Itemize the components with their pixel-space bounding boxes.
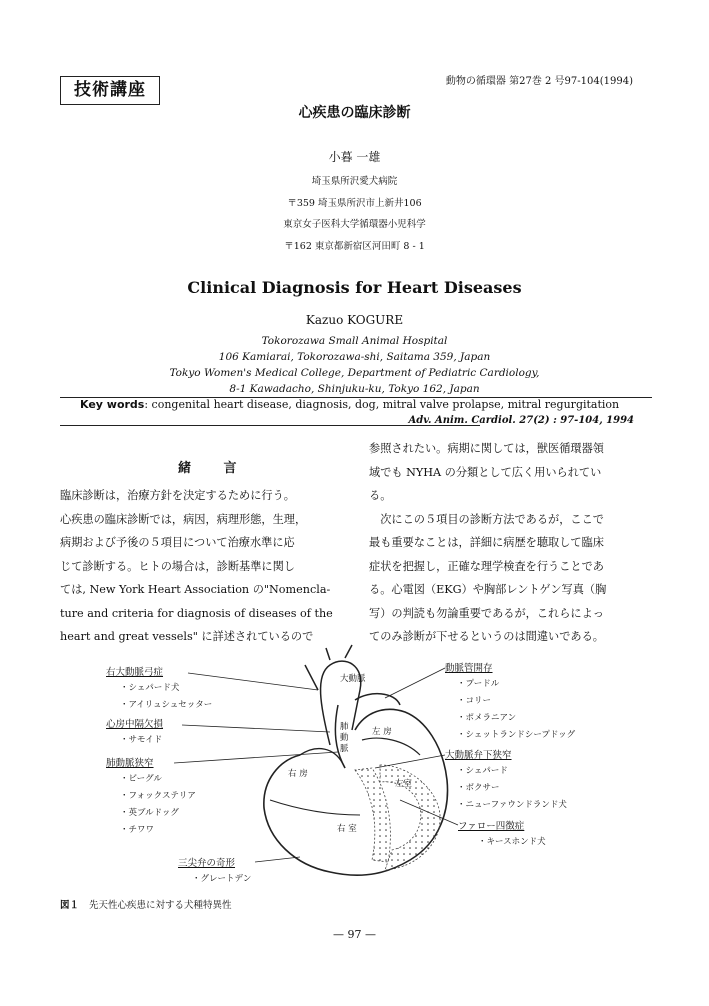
label-pulmonary (340, 722, 349, 755)
affiliation-jp-line: 〒162 東京都新宿区河田町 8 - 1 (284, 241, 425, 252)
figure-number: 図１ (60, 900, 80, 911)
av-line (270, 800, 360, 815)
text-line: る。 (369, 489, 392, 502)
left-atrium (362, 738, 420, 755)
keywords-text: : congenital heart disease, diagnosis, dog, mitral valve prolapse, mitral regurgitation (144, 398, 620, 411)
journal-citation: 動物の循環器 第27巻 2 号97-104(1994) (445, 76, 633, 87)
group-item: ・チワワ (120, 825, 155, 835)
group-item: ・コリー (457, 696, 492, 706)
leader-line (375, 755, 445, 768)
group-item: ・キースホンド犬 (478, 837, 546, 847)
leader-line (255, 857, 300, 862)
group-item: ・グレートデン (192, 874, 252, 884)
text-line: 次にこの５項目の診断方法であるが，ここで (369, 512, 604, 526)
text-line: 写）の判読も勿論重要であるが，これらによっ (369, 606, 604, 620)
leader-line (174, 752, 338, 763)
group-label: 三尖弁の奇形 (178, 858, 236, 869)
label-left-atrium: 左 房 (372, 727, 392, 737)
leader-line (385, 668, 445, 698)
group-item: ・プードル (457, 679, 500, 689)
label-char: 肺 (340, 722, 349, 732)
fig-group-right (445, 747, 567, 810)
author-en: Kazuo KOGURE (305, 313, 404, 327)
affiliation-en-line: 106 Kamiarai, Tokorozawa-shi, Saitama 359, Japan (218, 351, 491, 363)
author-jp: 小暮 一雄 (328, 150, 381, 164)
text-line: 心疾患の臨床診断では，病因，病理形態，生理， (60, 512, 307, 526)
text-line: 臨床診断は，治療方針を決定するために行う。 (60, 489, 295, 502)
text-line: ture and criteria for diagnosis of diseases of the (60, 606, 333, 620)
text-line: てのみ診断が下せるというのは間違いである。 (369, 630, 604, 643)
label-aorta: 大動脈 (340, 674, 366, 684)
group-item: ・英ブルドッグ (120, 808, 179, 818)
affiliation-en-line: Tokorozawa Small Animal Hospital (261, 335, 448, 347)
group-item: ・ニューファウンドランド犬 (457, 800, 567, 810)
label-char: 動 (340, 733, 349, 743)
group-label: 右大動脈弓症 (106, 667, 164, 678)
leader-line (182, 725, 330, 732)
ductus (355, 694, 400, 705)
text-line: 域でも NYHA の分類として広く用いられてい (369, 465, 602, 479)
group-item: ・サモイド (120, 735, 163, 745)
adv-citation: Adv. Anim. Cardiol. 27(2) : 97-104, 1994 (408, 415, 634, 426)
fig-group-left (106, 664, 212, 710)
text-line: 参照されたい。病期に関しては，獣医循環器領 (369, 442, 604, 455)
keywords-label: Key words (80, 398, 145, 411)
label-char: 脈 (340, 744, 349, 754)
fig-group-left (178, 855, 251, 884)
fig-group-right (445, 660, 575, 740)
septum (355, 768, 390, 862)
title-jp: 心疾患の臨床診断 (298, 105, 411, 121)
title-en: Clinical Diagnosis for Heart Diseases (187, 278, 522, 297)
label-right-atrium: 右 房 (288, 769, 308, 779)
group-label: 大動脈弁下狭窄 (445, 750, 512, 761)
affiliation-jp-line: 東京女子医科大学循環器小児科学 (283, 219, 426, 230)
page-number: — 97 — (333, 928, 376, 941)
text-line: ては, New York Heart Association の"Nomencla- (60, 583, 331, 596)
group-label: 肺動脈狭窄 (106, 758, 154, 769)
group-label: 心房中隔欠損 (106, 719, 164, 730)
group-label: ファロー四徴症 (458, 821, 525, 832)
label-left-ventricle: 左室 (395, 779, 413, 789)
fig-group-right (458, 818, 546, 847)
affiliation-en-line: 8-1 Kawadacho, Shinjuku-ku, Tokyo 162, Japan (229, 383, 480, 395)
group-label: 動脈管開存 (445, 663, 493, 674)
figure-caption (60, 897, 232, 911)
label-right-ventricle: 右 室 (337, 824, 357, 834)
group-item: ・アイリュシュセッター (120, 700, 213, 710)
intro-heading: 緒 言 (178, 461, 251, 476)
group-item: ・シェットランドシープドッグ (457, 730, 576, 740)
affiliation-jp-line: 埼玉県所沢愛犬病院 (311, 176, 398, 187)
text-line: じて診断する。ヒトの場合は，診断基準に関し (60, 559, 295, 573)
text-line: 症状を把握し，正確な理学検査を行うことであ (369, 559, 604, 573)
section-tag: 技術講座 (60, 76, 160, 105)
group-item: ・フォックステリア (120, 791, 196, 801)
group-item: ・シェパード (457, 766, 508, 776)
affiliation-en-line: Tokyo Women's Medical College, Department of Pediatric Cardiology, (169, 367, 540, 379)
text-line: 最も重要なことは，詳細に病歴を聴取して臨床 (369, 536, 604, 549)
text-line: heart and great vessels" に詳述されているので (60, 630, 314, 643)
affiliation-jp-line: 〒359 埼玉県所沢市上新井106 (287, 198, 422, 209)
text-line: 病期および予後の５項目について治療水準に応 (60, 536, 295, 549)
group-item: ・ポメラニアン (457, 713, 517, 723)
figure-caption-text: 先天性心疾患に対する犬種特異性 (89, 900, 232, 911)
group-item: ・ボクサー (457, 783, 500, 793)
group-item: ・ビーグル (120, 774, 162, 784)
text-line: る。心電図（EKG）や胸部レントゲン写真（胸 (369, 583, 607, 596)
fig-group-left (106, 755, 196, 835)
fig-group-left (106, 716, 163, 745)
group-item: ・シェパード犬 (120, 683, 180, 693)
